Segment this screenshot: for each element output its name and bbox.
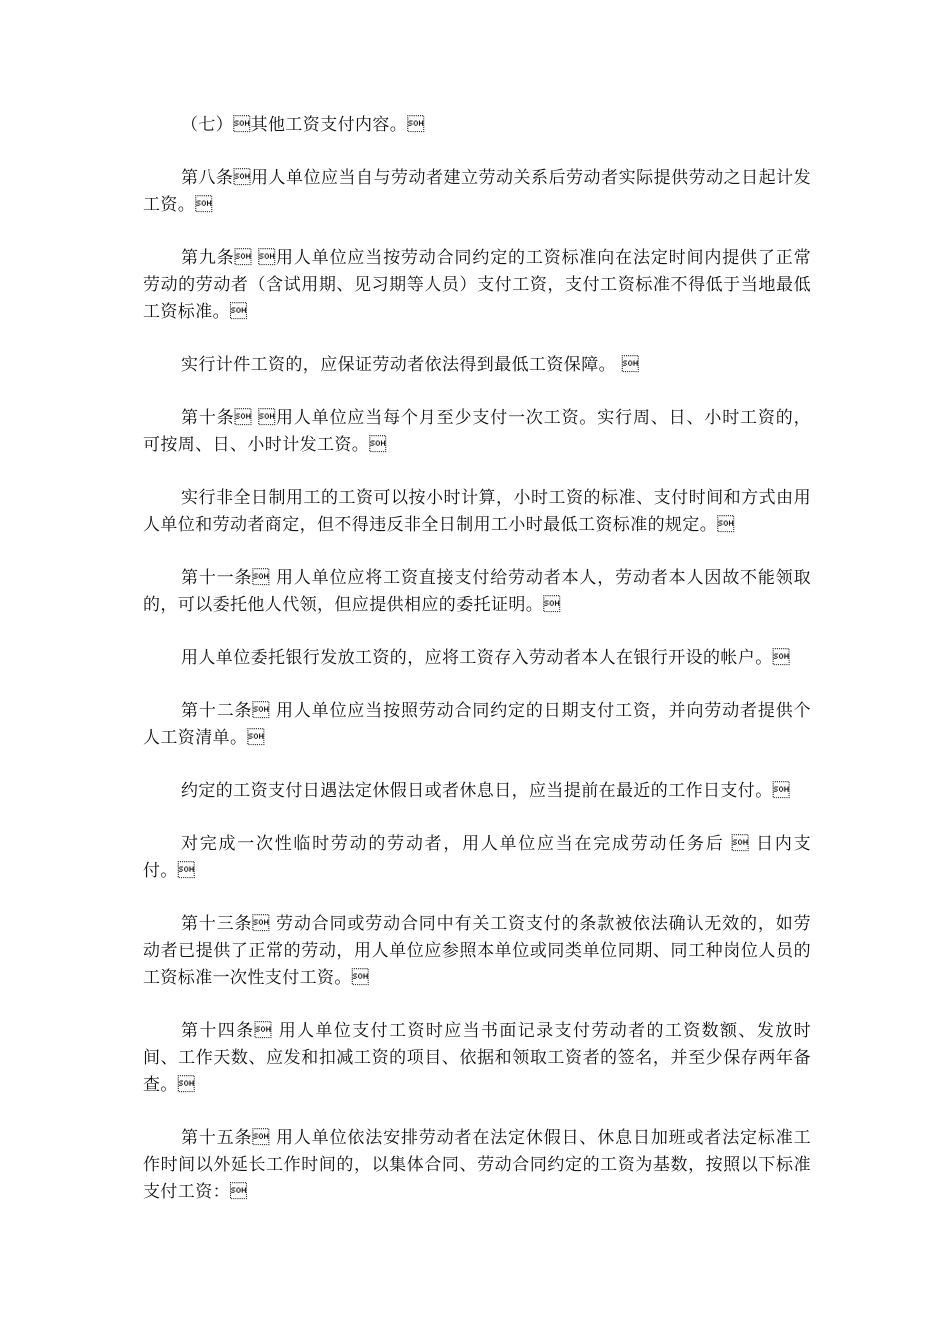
paragraph-piecework-wage: 实行计件工资的，应保证劳动者依法得到最低工资保障。 	[181, 355, 640, 375]
document-body	[143, 112, 811, 1232]
paragraph-holiday-payday: 约定的工资支付日遇法定休假日或者休息日，应当提前在最近的工作日支付。	[181, 781, 790, 801]
paragraph-part-time-wage: 实行非全日制用工的工资可以按小时计算，小时工资的标准、支付时间和方式由用人单位和劳动者商定，但不得违反非全日制用工小时最低工资标准的规定。	[143, 488, 811, 535]
paragraph-article-9: 第九条 用人单位应当按劳动合同约定的工资标准向在法定时间内提供了正常劳动的劳动者（含试用期、见习期等人员）支付工资，支付工资标准不得低于当地最低工资标准。	[143, 248, 811, 322]
paragraph-article-8: 第八条用人单位应当自与劳动者建立劳动关系后劳动者实际提供劳动之日起计发工资。	[143, 168, 811, 215]
paragraph-article-13: 第十三条 劳动合同或劳动合同中有关工资支付的条款被依法确认无效的，如劳动者已提供了正常的劳动，用人单位应参照本单位或同类单位同期、同工种岗位人员的工资标准一次性支付工资。	[143, 914, 811, 988]
paragraph-article-12: 第十二条 用人单位应当按照劳动合同约定的日期支付工资，并向劳动者提供个人工资清单。	[143, 701, 811, 748]
paragraph-article-11: 第十一条 用人单位应将工资直接支付给劳动者本人，劳动者本人因故不能领取的，可以委托他人代领，但应提供相应的委托证明。	[143, 568, 811, 615]
paragraph-article-15: 第十五条 用人单位依法安排劳动者在法定休假日、休息日加班或者法定标准工作时间以外延长工作时间的，以集体合同、劳动合同约定的工资为基数，按照以下标准支付工资：	[143, 1128, 811, 1202]
paragraph-temporary-labor: 对完成一次性临时劳动的劳动者，用人单位应当在完成劳动任务后  日内支付。	[143, 834, 811, 881]
paragraph-item-7: （七）其他工资支付内容。	[181, 115, 425, 135]
paragraph-bank-payment: 用人单位委托银行发放工资的，应将工资存入劳动者本人在银行开设的帐户。	[181, 648, 790, 668]
paragraph-article-14: 第十四条 用人单位支付工资时应当书面记录支付劳动者的工资数额、发放时间、工作天数、应发和扣减工资的项目、依据和领取工资者的签名，并至少保存两年备查。	[143, 1021, 811, 1095]
paragraph-article-10: 第十条 用人单位应当每个月至少支付一次工资。实行周、日、小时工资的，可按周、日、小时计发工资。	[143, 408, 811, 455]
